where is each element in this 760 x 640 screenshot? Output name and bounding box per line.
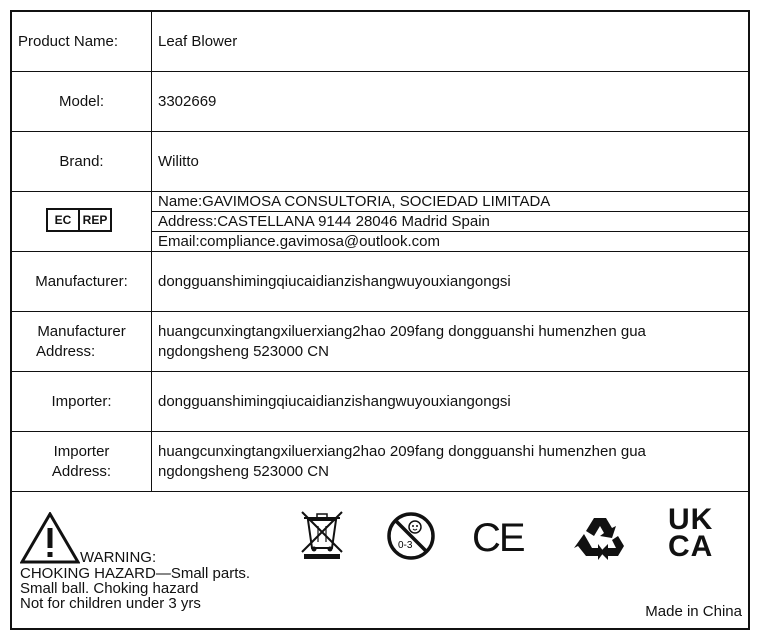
model-label: Model: bbox=[12, 72, 152, 131]
product-label bbox=[10, 10, 750, 630]
recycle-icon bbox=[572, 514, 628, 560]
manufacturer-address-label-line2: Address: bbox=[36, 342, 96, 360]
importer-row bbox=[12, 372, 748, 432]
ukca-top: UK bbox=[668, 503, 714, 536]
manufacturer-address-line2: ngdongsheng 523000 CN bbox=[158, 342, 329, 360]
manufacturer-row bbox=[12, 252, 748, 312]
importer-address-label bbox=[12, 432, 152, 491]
importer-address-row bbox=[12, 432, 748, 492]
importer-address-label-line2: Address: bbox=[51, 462, 112, 480]
symbols-section bbox=[12, 492, 748, 628]
ukca-bottom: CA bbox=[668, 530, 714, 563]
ec-rep-badge bbox=[46, 208, 112, 232]
brand-row bbox=[12, 132, 748, 192]
manufacturer-label: Manufacturer: bbox=[12, 252, 152, 311]
manufacturer-address-line1: huangcunxingtangxiluerxiang2hao 209fang dongguanshi humenzhen gua bbox=[158, 322, 646, 340]
importer-label: Importer: bbox=[12, 372, 152, 431]
no-under-3-icon bbox=[384, 512, 438, 560]
model-value: 3302669 bbox=[158, 92, 217, 110]
product-name-value: Leaf Blower bbox=[158, 32, 238, 50]
warning-title: WARNING: bbox=[80, 549, 157, 566]
ukca-mark-icon bbox=[668, 503, 714, 563]
warning-line-age: Not for children under 3 yrs bbox=[20, 595, 201, 612]
ec-rep-email: Email:compliance.gavimosa@outlook.com bbox=[158, 233, 441, 250]
warning-triangle-icon bbox=[20, 512, 80, 564]
ec-rep-label-cell bbox=[12, 192, 152, 251]
made-in-label: Made in China bbox=[645, 603, 742, 620]
importer-address-line1: huangcunxingtangxiluerxiang2hao 209fang dongguanshi humenzhen gua bbox=[158, 442, 646, 460]
manufacturer-address-row bbox=[12, 312, 748, 372]
warning-line-choking: CHOKING HAZARD—Small parts. bbox=[20, 565, 251, 582]
importer-address-label-line1: Importer bbox=[53, 442, 110, 460]
product-name-row bbox=[12, 12, 748, 72]
warning-line-small-ball: Small ball. Choking hazard bbox=[20, 580, 199, 597]
product-name-label: Product Name: bbox=[12, 12, 152, 71]
ec-rep-badge-rep: REP bbox=[78, 210, 110, 230]
importer-address-value bbox=[158, 432, 744, 491]
ec-rep-address: Address:CASTELLANA 9144 28046 Madrid Spain bbox=[152, 212, 748, 232]
ec-rep-row bbox=[12, 192, 748, 252]
importer-address-line2: ngdongsheng 523000 CN bbox=[158, 462, 329, 480]
brand-value: Wilitto bbox=[158, 152, 199, 170]
ce-mark-icon: CE bbox=[472, 516, 524, 560]
manufacturer-address-label bbox=[12, 312, 152, 371]
weee-bin-icon bbox=[298, 510, 346, 560]
model-row bbox=[12, 72, 748, 132]
age-range-text: 0-3 bbox=[398, 540, 413, 551]
ec-rep-name: Name:GAVIMOSA CONSULTORIA, SOCIEDAD LIMITADA bbox=[152, 192, 748, 212]
manufacturer-value: dongguanshimingqiucaidianzishangwuyouxiangongsi bbox=[158, 272, 511, 290]
brand-label: Brand: bbox=[12, 132, 152, 191]
manufacturer-address-label-line1: Manufacturer bbox=[37, 322, 126, 340]
manufacturer-address-value bbox=[158, 312, 744, 371]
ec-rep-badge-ec: EC bbox=[54, 213, 72, 227]
importer-value: dongguanshimingqiucaidianzishangwuyouxiangongsi bbox=[158, 392, 511, 410]
